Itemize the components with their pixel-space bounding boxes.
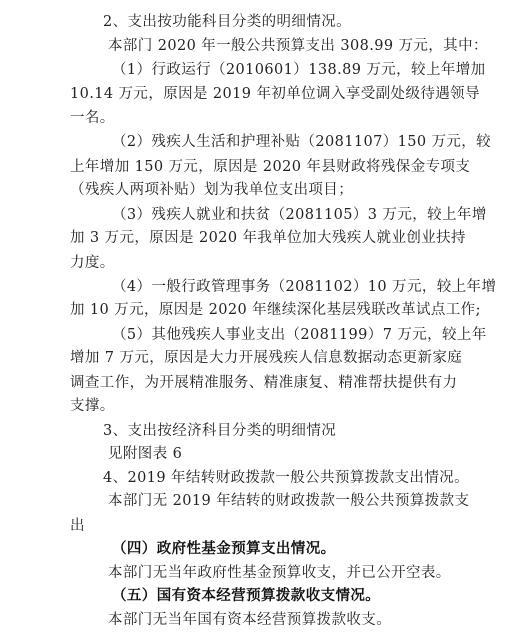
item-3-line-2: 加 3 万元，原因是 2020 年我单位加大残疾人就业创业扶持 [70, 230, 466, 247]
section-3-body: 见附图表 6 [108, 446, 183, 463]
section-2-title: 2、支出按功能科目分类的明细情况。 [103, 14, 352, 30]
item-4-line-1: （4）一般行政管理事务（2081102）10 万元，较上年增 [112, 278, 497, 295]
item-1-line-1: （1）行政运行（2010601）138.89 万元，较上年增加 [112, 61, 486, 78]
item-5-line-3: 调查工作，为开展精准服务、精准康复、精准帮扶提供有力 [70, 374, 458, 391]
item-1-line-2: 10.14 万元，原因是 2019 年初单位调入享受副处级待遇领导 [70, 86, 480, 103]
item-3-line-3: 力度。 [70, 254, 115, 271]
item-5-line-1: （5）其他残疾人事业支出（2081199）7 万元，较上年 [112, 326, 487, 343]
section-4-body-line-2: 出 [70, 517, 85, 534]
section-2-intro: 本部门 2020 年一般公共预算支出 308.99 万元，其中： [108, 38, 488, 55]
item-5-line-2: 增加 7 万元，原因是大力开展残疾人信息数据动态更新家庭 [70, 350, 463, 367]
soe-heading: （五）国有资本经营预算拨款收支情况。 [112, 587, 381, 605]
item-1-line-3: 一名。 [70, 109, 115, 126]
item-3-line-1: （3）残疾人就业和扶贫（2081105）3 万元，较上年增 [112, 206, 487, 223]
soe-body: 本部门无当年国有资本经营预算拨款收支。 [108, 612, 392, 628]
item-2-line-1: （2）残疾人生活和护理补贴（2081107）150 万元，较 [112, 134, 492, 151]
section-4-title: 4、2019 年结转财政拨款一般公共预算拨款支出情况。 [103, 469, 470, 486]
item-5-line-4: 支撑。 [70, 398, 115, 415]
section-4-body-line-1: 本部门无 2019 年结转的财政拨款一般公共预算拨款支 [108, 493, 470, 510]
item-2-line-3: （残疾人两项补贴）划为我单位支出项目； [70, 182, 354, 199]
gov-fund-body: 本部门无当年政府性基金预算收支，并已公开空表。 [108, 564, 451, 581]
item-2-line-2: 上年增加 150 万元，原因是 2020 年县财政将残保金专项支 [70, 158, 471, 175]
item-4-line-2: 加 10 万元，原因是 2020 年继续深化基层残联改革试点工作; [70, 302, 481, 319]
section-3-title: 3、支出按经济科目分类的明细情况 [103, 422, 337, 439]
gov-fund-heading: （四）政府性基金预算支出情况。 [112, 540, 336, 558]
